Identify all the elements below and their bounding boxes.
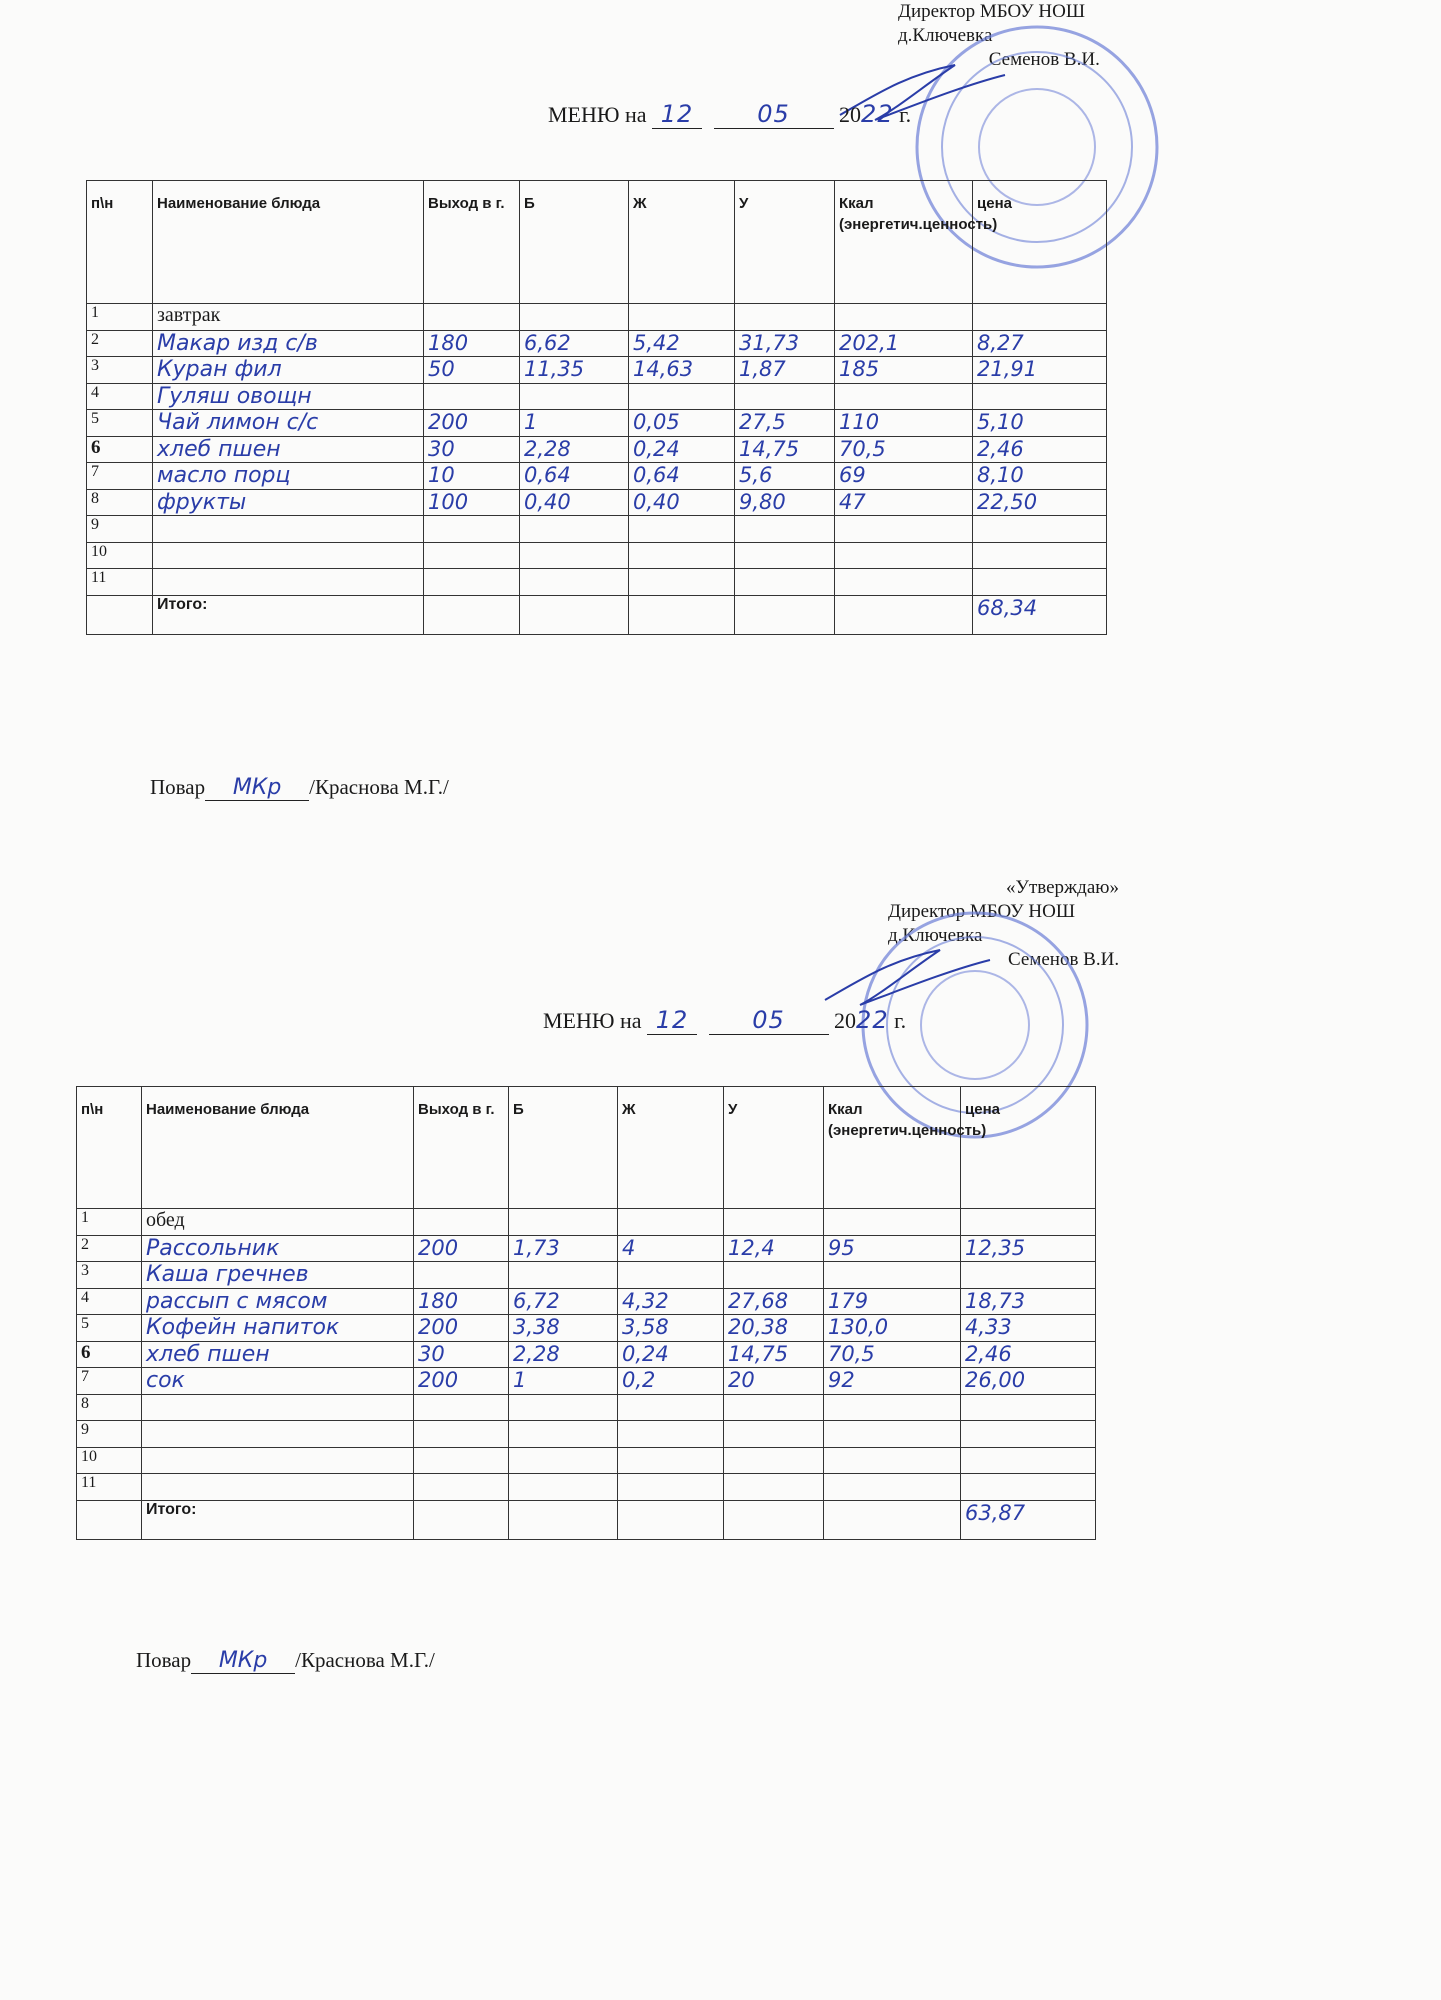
table-row [77,1262,1096,1289]
kcal-cell: 185 [835,357,973,384]
yield-cell [424,542,520,569]
dish-name: завтрак [153,304,424,331]
protein-cell [509,1447,618,1474]
yield-cell [414,1474,509,1501]
price-cell [961,1209,1096,1236]
table-row [77,1341,1096,1368]
empty-cell [735,595,835,635]
protein-cell [509,1394,618,1421]
header-carbs: У [724,1087,824,1209]
dish-name: Чай лимон с/с [153,410,424,437]
fat-cell: 5,42 [629,330,735,357]
empty-cell [87,595,153,635]
kcal-cell: 69 [835,463,973,490]
price-cell: 5,10 [973,410,1107,437]
price-cell [973,383,1107,410]
protein-cell: 6,62 [520,330,629,357]
dish-name [153,516,424,543]
protein-cell: 0,40 [520,489,629,516]
yield-cell: 50 [424,357,520,384]
approval-block-1 [898,0,1100,72]
row-number: 3 [87,357,153,384]
table-row [87,330,1107,357]
protein-cell: 1 [520,410,629,437]
fat-cell: 0,24 [618,1341,724,1368]
yield-cell [424,304,520,331]
empty-cell [835,595,973,635]
protein-cell [509,1262,618,1289]
yield-cell: 10 [424,463,520,490]
kcal-cell: 70,5 [824,1341,961,1368]
fat-cell [618,1209,724,1236]
protein-cell [520,569,629,596]
total-price: 63,87 [961,1500,1096,1540]
empty-cell [424,595,520,635]
protein-cell: 3,38 [509,1315,618,1342]
row-number: 1 [77,1209,142,1236]
carbs-cell [735,304,835,331]
row-number: 4 [87,383,153,410]
row-number: 2 [77,1235,142,1262]
approve-title: «Утверждаю» [1006,877,1119,898]
kcal-cell [835,304,973,331]
carbs-cell [724,1394,824,1421]
director-name: Семенов В.И. [988,49,1100,70]
dish-name: рассып с мясом [142,1288,414,1315]
table-row [77,1235,1096,1262]
kcal-cell [835,516,973,543]
table-header-row [87,181,1107,304]
dish-name [153,542,424,569]
director-title: Директор МБОУ НОШ [898,1,1085,22]
price-cell: 8,10 [973,463,1107,490]
kcal-cell: 179 [824,1288,961,1315]
menu-date-month: 05 [714,100,834,129]
price-cell [973,516,1107,543]
table-row [77,1288,1096,1315]
fat-cell: 0,05 [629,410,735,437]
protein-cell: 2,28 [509,1341,618,1368]
empty-cell [629,595,735,635]
total-price: 68,34 [973,595,1107,635]
cook-line-1: Повар МКр /Краснова М.Г./ [150,775,449,800]
header-fat: Ж [618,1087,724,1209]
yield-cell: 200 [414,1235,509,1262]
price-cell: 2,46 [961,1341,1096,1368]
dish-name [142,1474,414,1501]
kcal-cell: 92 [824,1368,961,1395]
fat-cell: 0,64 [629,463,735,490]
protein-cell: 2,28 [520,436,629,463]
carbs-cell: 12,4 [724,1235,824,1262]
dish-name [142,1394,414,1421]
row-number: 6 [87,436,153,463]
row-number: 8 [77,1394,142,1421]
carbs-cell: 27,68 [724,1288,824,1315]
header-price: цена [961,1087,1096,1209]
protein-cell [509,1474,618,1501]
price-cell: 21,91 [973,357,1107,384]
table-header-row [77,1087,1096,1209]
yield-cell: 180 [414,1288,509,1315]
fat-cell: 4,32 [618,1288,724,1315]
kcal-cell [824,1209,961,1236]
yield-cell [414,1421,509,1448]
table-row [87,489,1107,516]
fat-cell: 0,24 [629,436,735,463]
table-row [87,410,1107,437]
dish-name [142,1421,414,1448]
fat-cell [618,1262,724,1289]
yield-cell: 30 [424,436,520,463]
protein-cell [520,304,629,331]
total-row [87,595,1107,635]
dish-name [153,569,424,596]
fat-cell: 0,2 [618,1368,724,1395]
kcal-cell [824,1447,961,1474]
price-cell: 18,73 [961,1288,1096,1315]
empty-cell [824,1500,961,1540]
carbs-cell: 20,38 [724,1315,824,1342]
table-row [77,1421,1096,1448]
director-title: Директор МБОУ НОШ [888,901,1075,922]
empty-cell [77,1500,142,1540]
fat-cell [629,383,735,410]
price-cell [961,1394,1096,1421]
protein-cell [520,383,629,410]
table-row [87,516,1107,543]
dish-name: Гуляш овощн [153,383,424,410]
dish-name: Макар изд с/в [153,330,424,357]
row-number: 10 [87,542,153,569]
header-protein: Б [509,1087,618,1209]
row-number: 5 [87,410,153,437]
dish-name: Куран фил [153,357,424,384]
price-cell: 22,50 [973,489,1107,516]
cook-line-2: Повар МКр /Краснова М.Г./ [136,1648,435,1673]
village-name: д.Ключевка [888,925,983,946]
approval-block-2 [888,876,1119,972]
carbs-cell: 31,73 [735,330,835,357]
yield-cell [414,1394,509,1421]
carbs-cell [735,516,835,543]
table-row [77,1315,1096,1342]
yield-cell [414,1447,509,1474]
table-row [77,1447,1096,1474]
header-number: п\н [77,1087,142,1209]
carbs-cell [735,569,835,596]
protein-cell [509,1421,618,1448]
carbs-cell [724,1421,824,1448]
protein-cell: 1 [509,1368,618,1395]
dish-name [142,1447,414,1474]
dish-name: обед [142,1209,414,1236]
dish-name: хлеб пшен [142,1341,414,1368]
kcal-cell: 202,1 [835,330,973,357]
cook-signature: МКр [205,775,309,801]
carbs-cell [724,1474,824,1501]
row-number: 7 [87,463,153,490]
yield-cell: 200 [414,1315,509,1342]
price-cell [973,569,1107,596]
kcal-cell [835,383,973,410]
fat-cell: 4 [618,1235,724,1262]
kcal-cell [824,1421,961,1448]
kcal-cell: 47 [835,489,973,516]
row-number: 10 [77,1447,142,1474]
fat-cell [618,1474,724,1501]
menu-title-2: МЕНЮ на 12 05 2022 г. [543,1006,907,1034]
yield-cell: 200 [414,1368,509,1395]
cook-name: /Краснова М.Г./ [309,775,449,799]
table-row [87,542,1107,569]
row-number: 2 [87,330,153,357]
carbs-cell [724,1209,824,1236]
header-protein: Б [520,181,629,304]
village-name: д.Ключевка [898,25,993,46]
fat-cell [618,1421,724,1448]
protein-cell: 11,35 [520,357,629,384]
row-number: 11 [87,569,153,596]
total-label: Итого: [142,1500,414,1540]
fat-cell [629,542,735,569]
price-cell [973,304,1107,331]
protein-cell [520,542,629,569]
cook-signature: МКр [191,1648,295,1674]
kcal-cell: 95 [824,1235,961,1262]
table-row [87,357,1107,384]
menu-date-day: 12 [647,1006,697,1035]
menu-table-2 [76,1086,1096,1540]
header-price: цена [973,181,1107,304]
price-cell: 12,35 [961,1235,1096,1262]
carbs-cell: 20 [724,1368,824,1395]
price-cell [961,1421,1096,1448]
dish-name: сок [142,1368,414,1395]
protein-cell [520,516,629,543]
header-carbs: У [735,181,835,304]
carbs-cell [724,1262,824,1289]
empty-cell [414,1500,509,1540]
table-row [87,463,1107,490]
empty-cell [509,1500,618,1540]
header-number: п\н [87,181,153,304]
header-yield: Выход в г. [424,181,520,304]
yield-cell [424,516,520,543]
price-cell [961,1447,1096,1474]
kcal-cell [824,1394,961,1421]
table-row [77,1474,1096,1501]
menu-date-year: 22 [861,100,894,128]
table-row [77,1209,1096,1236]
price-cell [961,1262,1096,1289]
carbs-cell: 14,75 [724,1341,824,1368]
carbs-cell: 5,6 [735,463,835,490]
header-kcal: Ккал (энергетич.ценность) [824,1087,961,1209]
kcal-cell [824,1262,961,1289]
kcal-cell: 70,5 [835,436,973,463]
fat-cell [618,1447,724,1474]
carbs-cell: 1,87 [735,357,835,384]
price-cell [961,1474,1096,1501]
kcal-cell [835,569,973,596]
dish-name: Кофейн напиток [142,1315,414,1342]
empty-cell [520,595,629,635]
carbs-cell: 27,5 [735,410,835,437]
dish-name: фрукты [153,489,424,516]
menu-date-year: 22 [856,1006,889,1034]
row-number: 11 [77,1474,142,1501]
dish-name: хлеб пшен [153,436,424,463]
kcal-cell [835,542,973,569]
carbs-cell [724,1447,824,1474]
dish-name: Рассольник [142,1235,414,1262]
row-number: 7 [77,1368,142,1395]
yield-cell [424,383,520,410]
menu-title-1: МЕНЮ на 12 05 2022 г. [548,100,912,128]
table-row [87,304,1107,331]
protein-cell: 1,73 [509,1235,618,1262]
fat-cell [629,569,735,596]
row-number: 5 [77,1315,142,1342]
kcal-cell [824,1474,961,1501]
total-row [77,1500,1096,1540]
empty-cell [724,1500,824,1540]
price-cell: 8,27 [973,330,1107,357]
header-dish-name: Наименование блюда [142,1087,414,1209]
yield-cell: 180 [424,330,520,357]
table-row [77,1368,1096,1395]
director-name: Семенов В.И. [1008,949,1120,970]
table-row [87,569,1107,596]
header-fat: Ж [629,181,735,304]
row-number: 9 [77,1421,142,1448]
menu-table-1 [86,180,1107,635]
kcal-cell: 130,0 [824,1315,961,1342]
carbs-cell [735,542,835,569]
carbs-cell [735,383,835,410]
total-label: Итого: [153,595,424,635]
fat-cell: 0,40 [629,489,735,516]
menu-date-day: 12 [652,100,702,129]
header-yield: Выход в г. [414,1087,509,1209]
yield-cell [414,1262,509,1289]
yield-cell [424,569,520,596]
empty-cell [618,1500,724,1540]
menu-date-month: 05 [709,1006,829,1035]
kcal-cell: 110 [835,410,973,437]
dish-name: масло порц [153,463,424,490]
protein-cell [509,1209,618,1236]
fat-cell: 14,63 [629,357,735,384]
price-cell: 2,46 [973,436,1107,463]
price-cell: 4,33 [961,1315,1096,1342]
row-number: 1 [87,304,153,331]
yield-cell: 30 [414,1341,509,1368]
header-kcal: Ккал (энергетич.ценность) [835,181,973,304]
table-row [77,1394,1096,1421]
yield-cell: 100 [424,489,520,516]
fat-cell: 3,58 [618,1315,724,1342]
fat-cell [629,304,735,331]
fat-cell [618,1394,724,1421]
row-number: 8 [87,489,153,516]
table-row [87,383,1107,410]
table-row [87,436,1107,463]
header-dish-name: Наименование блюда [153,181,424,304]
protein-cell: 0,64 [520,463,629,490]
carbs-cell: 14,75 [735,436,835,463]
row-number: 4 [77,1288,142,1315]
fat-cell [629,516,735,543]
yield-cell: 200 [424,410,520,437]
row-number: 3 [77,1262,142,1289]
yield-cell [414,1209,509,1236]
row-number: 6 [77,1341,142,1368]
price-cell [973,542,1107,569]
price-cell: 26,00 [961,1368,1096,1395]
protein-cell: 6,72 [509,1288,618,1315]
carbs-cell: 9,80 [735,489,835,516]
cook-name: /Краснова М.Г./ [295,1648,435,1672]
dish-name: Каша гречнев [142,1262,414,1289]
row-number: 9 [87,516,153,543]
